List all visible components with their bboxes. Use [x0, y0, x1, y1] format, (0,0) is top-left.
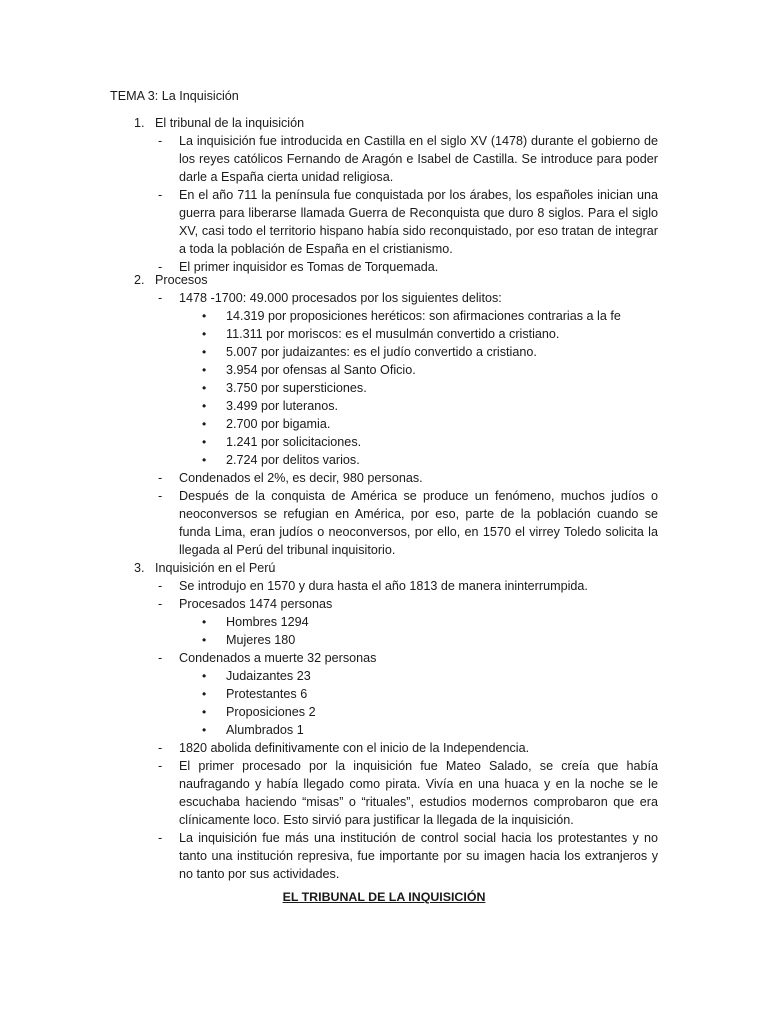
bullet-marker: •: [202, 723, 207, 737]
bullet-item: • 1.241 por solicitaciones.: [202, 435, 362, 449]
bullet-marker: •: [202, 399, 207, 413]
section-number: 2.: [134, 273, 145, 287]
dash-marker: -: [158, 260, 163, 274]
bullet-marker: •: [202, 669, 207, 683]
bullet-item: • Proposiciones 2: [202, 705, 316, 719]
dash-marker: -: [158, 291, 163, 305]
bullet-item: • Alumbrados 1: [202, 723, 304, 737]
bullet-item: • Mujeres 180: [202, 633, 296, 647]
list-item: - Después de la conquista de América se produce un fenómeno, muchos judíos o neoconversos se refugian en América, por eso, parte de la población cuando se funda Lima, eran judíos o neoconversos, por ello, en 1570 el virrey Toledo solicita la llegada al Perú del tribunal inquisitorio.: [158, 489, 658, 557]
dash-marker: -: [158, 741, 163, 755]
section-heading: 2. Procesos: [134, 273, 208, 287]
bullet-marker: •: [202, 705, 207, 719]
section-number: 1.: [134, 116, 145, 130]
bullet-marker: •: [202, 381, 207, 395]
closing-heading: EL TRIBUNAL DE LA INQUISICIÓN: [282, 890, 486, 904]
bullet-item: • 3.499 por luteranos.: [202, 399, 339, 413]
list-item: - 1820 abolida definitivamente con el inicio de la Independencia.: [158, 741, 530, 755]
bullet-item: • 11.311 por moriscos: es el musulmán convertido a cristiano.: [202, 327, 560, 341]
list-item: - Condenados el 2%, es decir, 980 personas.: [158, 471, 423, 485]
dash-marker: -: [158, 134, 163, 148]
list-item: - Procesados 1474 personas: [158, 597, 333, 611]
list-item: - La inquisición fue más una institución de control social hacia los protestantes y no tanto una institución represiva, fue importante por su imagen hacia los extranjeros y no tanto por sus actividades.: [158, 831, 658, 881]
section-heading: 1. El tribunal de la inquisición: [134, 116, 305, 130]
bullet-item: • Hombres 1294: [202, 615, 309, 629]
bullet-item: • 5.007 por judaizantes: es el judío convertido a cristiano.: [202, 345, 537, 359]
bullet-marker: •: [202, 345, 207, 359]
bullet-marker: •: [202, 363, 207, 377]
list-item: - La inquisición fue introducida en Castilla en el siglo XV (1478) durante el gobierno de los reyes católicos Fernando de Aragón e Isabel de Castilla. Se introduce para poder darle a España cierta unidad religiosa.: [158, 134, 658, 184]
list-item: - Condenados a muerte 32 personas: [158, 651, 377, 665]
section-number: 3.: [134, 561, 145, 575]
section-procesos: [110, 271, 658, 559]
bullet-marker: •: [202, 435, 207, 449]
dash-marker: -: [158, 471, 163, 485]
dash-marker: -: [158, 651, 163, 665]
bullet-marker: •: [202, 309, 207, 323]
list-item: - El primer inquisidor es Tomas de Torquemada.: [158, 260, 439, 274]
bullet-item: • 2.700 por bigamia.: [202, 417, 331, 431]
dash-marker: -: [158, 597, 163, 611]
bullet-item: • 3.954 por ofensas al Santo Oficio.: [202, 363, 416, 377]
list-item: - Se introdujo en 1570 y dura hasta el año 1813 de manera ininterrumpida.: [158, 579, 588, 593]
bullet-item: • Judaizantes 23: [202, 669, 311, 683]
bullet-item: • 3.750 por supersticiones.: [202, 381, 367, 395]
bullet-marker: •: [202, 615, 207, 629]
dash-marker: -: [158, 188, 163, 202]
dash-marker: -: [158, 579, 163, 593]
list-item: - El primer procesado por la inquisición fue Mateo Salado, se creía que había naufragando y había llegado como pirata. Vivía en una huaca y en la noche se le escuchaba haciendo “misas” o “rituales”, estudios modernos comprobaron que era clínicamente loco. Esto sirvió para justificar la llegada de la inquisición.: [158, 759, 658, 827]
bullet-item: • 14.319 por proposiciones heréticos: son afirmaciones contrarias a la fe: [202, 309, 621, 323]
bullet-marker: •: [202, 453, 207, 467]
dash-marker: -: [158, 831, 163, 845]
bullet-marker: •: [202, 633, 207, 647]
bullet-item: • Protestantes 6: [202, 687, 308, 701]
document-title: TEMA 3: La Inquisición: [110, 89, 239, 103]
section-heading: 3. Inquisición en el Perú: [134, 561, 276, 575]
bullet-marker: •: [202, 417, 207, 431]
bullet-item: • 2.724 por delitos varios.: [202, 453, 360, 467]
bullet-marker: •: [202, 687, 207, 701]
list-item: - En el año 711 la península fue conquistada por los árabes, los españoles inician una guerra para liberarse llamada Guerra de Reconquista que duro 8 siglos. Para el siglo XV, casi todo el territorio hispano había sido reconquistado, por eso tratan de integrar a toda la población de España en el cristianismo.: [158, 188, 658, 256]
list-item: - 1478 -1700: 49.000 procesados por los siguientes delitos:: [158, 291, 502, 305]
dash-marker: -: [158, 489, 163, 503]
section-inquisicion-peru: [110, 559, 658, 883]
dash-marker: -: [158, 759, 163, 773]
section-tribunal: [110, 114, 658, 276]
bullet-marker: •: [202, 327, 207, 341]
